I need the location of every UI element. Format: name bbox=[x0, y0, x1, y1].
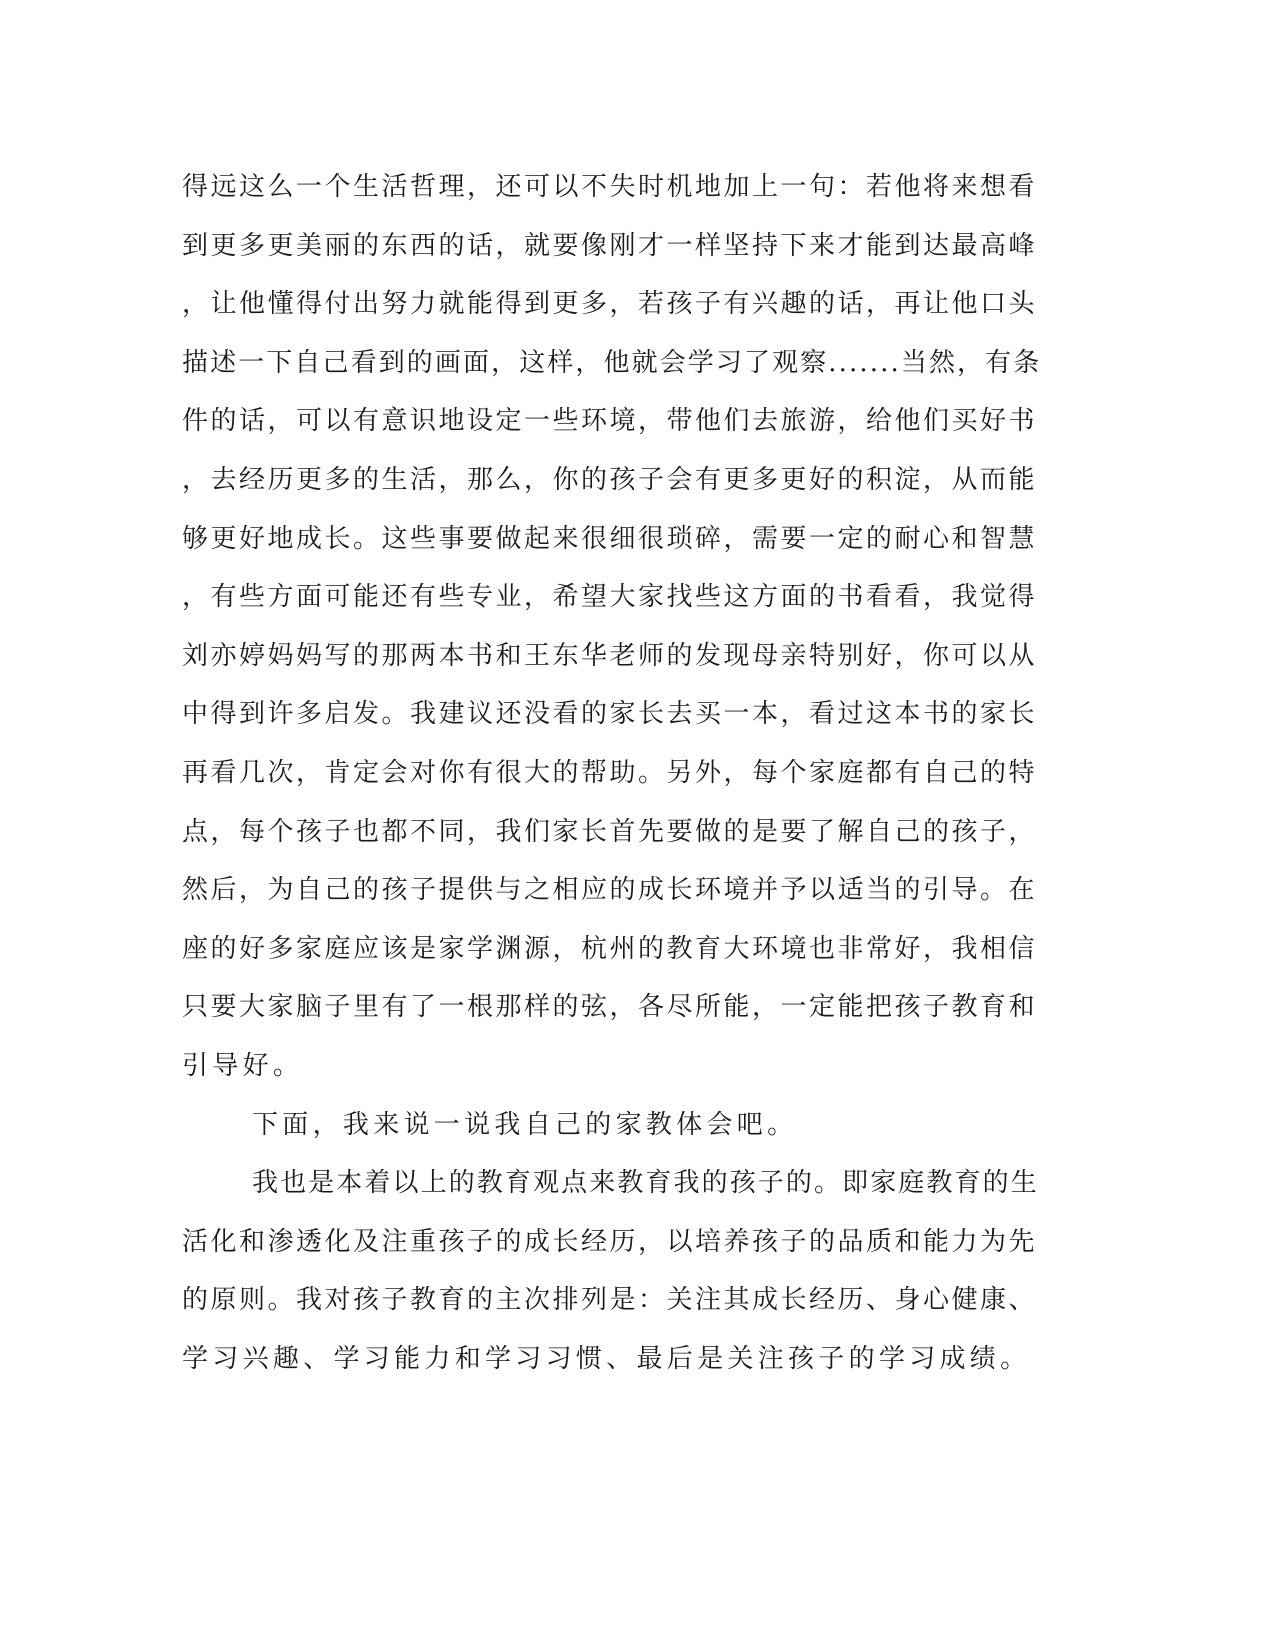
text-line: 够更好地成长。这些事要做起来很细很琐碎，需要一定的耐心和智慧 bbox=[182, 523, 1038, 554]
text-line: 的原则。我对孩子教育的主次排列是：关注其成长经历、身心健康、 bbox=[182, 1285, 1038, 1316]
text-line: 引导好。 bbox=[182, 1050, 304, 1081]
text-line: 中得到许多启发。我建议还没看的家长去买一本，看过这本书的家长 bbox=[182, 699, 1038, 730]
text-line: 到更多更美丽的东西的话，就要像刚才一样坚持下来才能到达最高峰 bbox=[182, 230, 1038, 261]
text-line: 活化和渗透化及注重孩子的成长经历，以培养孩子的品质和能力为先 bbox=[182, 1226, 1038, 1257]
text-line: 座的好多家庭应该是家学渊源，杭州的教育大环境也非常好，我相信 bbox=[182, 933, 1038, 964]
text-line: ，有些方面可能还有些专业，希望大家找些这方面的书看看，我觉得 bbox=[182, 582, 1038, 613]
text-line: 学习兴趣、学习能力和学习习惯、最后是关注孩子的学习成绩。 bbox=[182, 1343, 1031, 1374]
text-line: ，去经历更多的生活，那么，你的孩子会有更多更好的积淀，从而能 bbox=[182, 464, 1038, 495]
text-line: 刘亦婷妈妈写的那两本书和王东华老师的发现母亲特别好，你可以从 bbox=[182, 640, 1038, 671]
text-line: 点，每个孩子也都不同，我们家长首先要做的是要了解自己的孩子， bbox=[182, 816, 1038, 847]
text-line: 再看几次，肯定会对你有很大的帮助。另外，每个家庭都有自己的特 bbox=[182, 757, 1038, 788]
text-line: 下面，我来说一说我自己的家教体会吧。 bbox=[252, 1109, 798, 1140]
text-line: 件的话，可以有意识地设定一些环境，带他们去旅游，给他们买好书 bbox=[182, 406, 1038, 437]
text-line: 我也是本着以上的教育观点来教育我的孩子的。即家庭教育的生 bbox=[252, 1168, 1039, 1199]
text-line: 描述一下自己看到的画面，这样，他就会学习了观察.......当然，有条 bbox=[182, 347, 1042, 378]
text-line: 得远这么一个生活哲理，还可以不失时机地加上一句：若他将来想看 bbox=[182, 172, 1038, 202]
text-line: 然后，为自己的孩子提供与之相应的成长环境并予以适当的引导。在 bbox=[182, 875, 1038, 906]
text-line: 只要大家脑子里有了一根那样的弦，各尽所能，一定能把孩子教育和 bbox=[182, 992, 1038, 1023]
text-line: ，让他懂得付出努力就能得到更多，若孩子有兴趣的话，再让他口头 bbox=[182, 289, 1038, 320]
body-text bbox=[182, 158, 1042, 1388]
